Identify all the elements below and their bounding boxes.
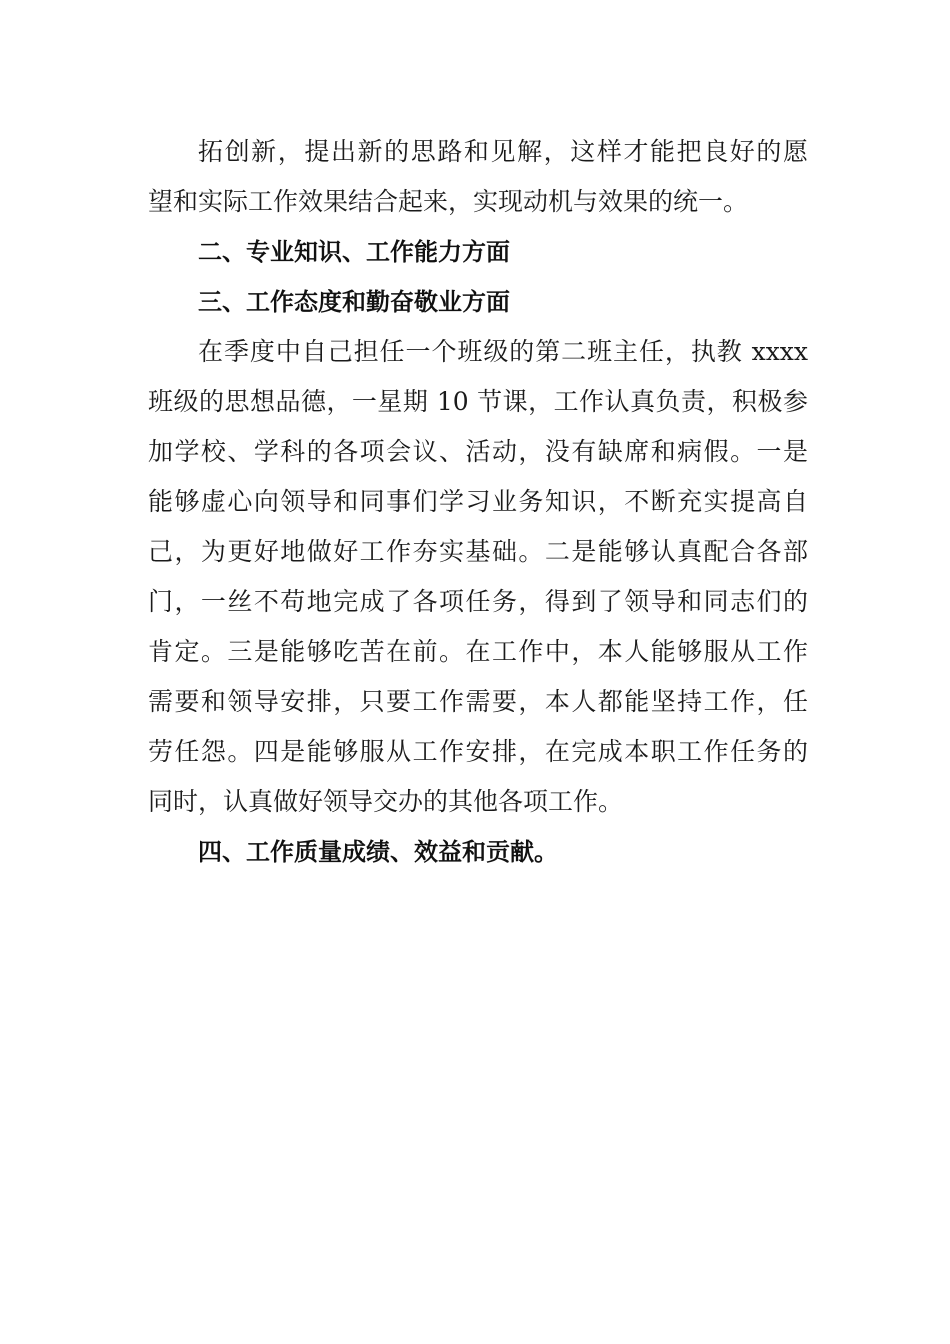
paragraph-line: 门，一丝不苟地完成了各项任务，得到了领导和同志们的 [148,587,808,616]
paragraph-line: 加学校、学科的各项会议、活动，没有缺席和病假。一是 [148,437,808,466]
section-heading-4: 四、工作质量成绩、效益和贡献。 [198,838,558,866]
section-heading-3: 三、工作态度和勤奋敬业方面 [198,288,510,316]
paragraph-line: 拓创新，提出新的思路和见解，这样才能把良好的愿 [198,137,808,166]
paragraph-line: 同时，认真做好领导交办的其他各项工作。 [148,787,624,816]
document-body [148,127,808,877]
paragraph-line: 在季度中自己担任一个班级的第二班主任，执教 xxxx [198,337,808,366]
paragraph-line: 望和实际工作效果结合起来，实现动机与效果的统一。 [148,187,749,216]
paragraph-line: 班级的思想品德，一星期 10 节课，工作认真负责，积极参 [148,387,808,416]
paragraph-line: 能够虚心向领导和同事们学习业务知识，不断充实提高自 [148,487,808,516]
paragraph-line: 劳任怨。四是能够服从工作安排，在完成本职工作任务的 [148,737,808,766]
paragraph-line: 肯定。三是能够吃苦在前。在工作中，本人能够服从工作 [148,637,808,666]
paragraph-line: 己，为更好地做好工作夯实基础。二是能够认真配合各部 [148,537,808,566]
paragraph-line: 需要和领导安排，只要工作需要，本人都能坚持工作，任 [148,687,808,716]
section-heading-2: 二、专业知识、工作能力方面 [198,238,510,266]
